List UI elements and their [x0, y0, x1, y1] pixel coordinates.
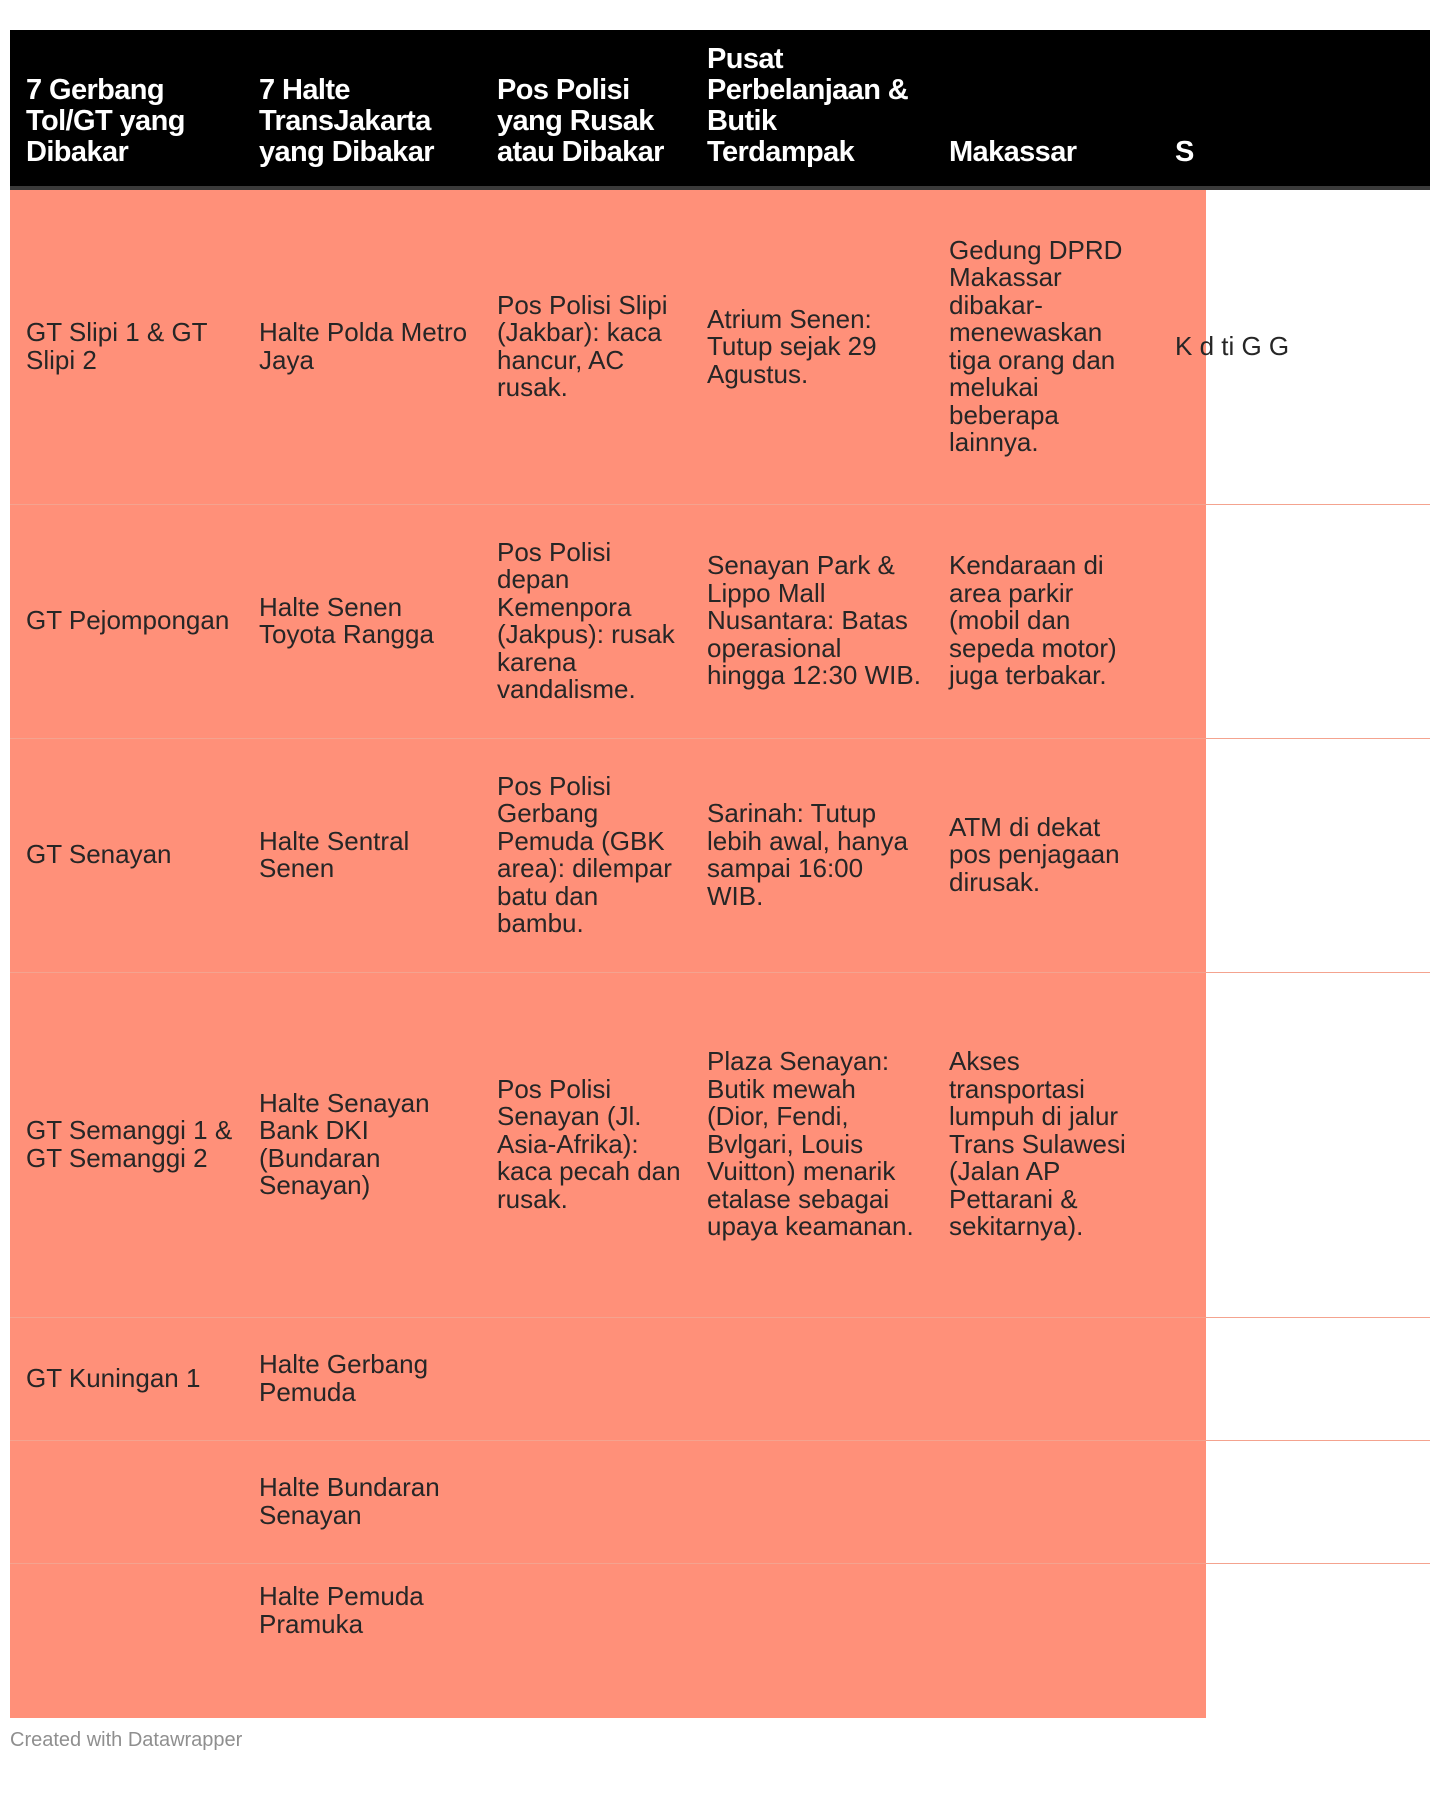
table-row [10, 1440, 1430, 1563]
table-cell: Atrium Senen: Tutup sejak 29 Agustus. [691, 188, 933, 504]
header-row [10, 30, 1430, 188]
table-cell: GT Pejompongan [10, 504, 243, 738]
table-body [10, 188, 1430, 1658]
table-cell: GT Slipi 1 & GT Slipi 2 [10, 188, 243, 504]
table-cell: Pos Polisi Gerbang Pemuda (GBK area): dilempar batu dan bambu. [481, 738, 691, 972]
table-row [10, 1563, 1430, 1658]
table-row [10, 972, 1430, 1317]
table-cell [1159, 738, 1430, 972]
table-cell: Gedung DPRD Makassar dibakar- menewaskan tiga orang dan melukai beberapa lainnya. [933, 188, 1159, 504]
header-transjakarta-stops[interactable]: 7 Halte TransJakarta yang Dibakar [243, 30, 481, 188]
table-cell [1159, 1563, 1430, 1658]
table-cell [691, 1563, 933, 1658]
table-row [10, 504, 1430, 738]
header-toll-gates[interactable]: 7 Gerbang Tol/GT yang Dibakar [10, 30, 243, 188]
table-cell: GT Senayan [10, 738, 243, 972]
data-table [10, 30, 1430, 1658]
table-cell: GT Semanggi 1 & GT Semanggi 2 [10, 972, 243, 1317]
table-cell: GT Kuningan 1 [10, 1317, 243, 1440]
table-cell: Halte Sentral Senen [243, 738, 481, 972]
table-cell: Halte Bundaran Senayan [243, 1440, 481, 1563]
table-cell [10, 1440, 243, 1563]
table-cell: Sarinah: Tutup lebih awal, hanya sampai 16:00 WIB. [691, 738, 933, 972]
table-row [10, 1317, 1430, 1440]
table-cell [1159, 504, 1430, 738]
table-cell [933, 1563, 1159, 1658]
table-header [10, 30, 1430, 188]
table-cell: Pos Polisi depan Kemenpora (Jakpus): rusak karena vandalisme. [481, 504, 691, 738]
table-cell [10, 1563, 243, 1658]
table-cell [933, 1440, 1159, 1563]
datawrapper-credit[interactable]: Created with Datawrapper [10, 1729, 243, 1751]
table-cell: Plaza Senayan: Butik mewah (Dior, Fendi, Bvlgari, Louis Vuitton) menarik etalase sebagai upaya keamanan. [691, 972, 933, 1317]
table-cell [1159, 1440, 1430, 1563]
table-cell [1159, 1317, 1430, 1440]
table-cell [481, 1317, 691, 1440]
table-cell: Halte Gerbang Pemuda [243, 1317, 481, 1440]
table-cell: K d ti G G [1159, 188, 1430, 504]
table-cell: Pos Polisi Slipi (Jakbar): kaca hancur, AC rusak. [481, 188, 691, 504]
table-cell [481, 1563, 691, 1658]
table-cell: Halte Polda Metro Jaya [243, 188, 481, 504]
table-cell [691, 1440, 933, 1563]
table-cell: Kendaraan di area parkir (mobil dan sepeda motor) juga terbakar. [933, 504, 1159, 738]
table-row [10, 738, 1430, 972]
table-row [10, 188, 1430, 504]
header-s[interactable]: S [1159, 30, 1430, 188]
header-police-posts[interactable]: Pos Polisi yang Rusak atau Dibakar [481, 30, 691, 188]
table-cell: Akses transportasi lumpuh di jalur Trans Sulawesi (Jalan AP Pettarani & sekitarnya). [933, 972, 1159, 1317]
table-cell: ATM di dekat pos penjagaan dirusak. [933, 738, 1159, 972]
table-cell [691, 1317, 933, 1440]
table-cell [1159, 972, 1430, 1317]
table-cell [933, 1317, 1159, 1440]
table-cell: Halte Pemuda Pramuka [243, 1563, 481, 1658]
table-cell [481, 1440, 691, 1563]
header-shopping-centers[interactable]: Pusat Perbelanjaan & Butik Terdampak [691, 30, 933, 188]
table-container [10, 30, 1290, 1718]
table-cell: Halte Senayan Bank DKI (Bundaran Senayan) [243, 972, 481, 1317]
table-cell: Halte Senen Toyota Rangga [243, 504, 481, 738]
table-cell: Pos Polisi Senayan (Jl. Asia-Afrika): kaca pecah dan rusak. [481, 972, 691, 1317]
table-cell: Senayan Park & Lippo Mall Nusantara: Batas operasional hingga 12:30 WIB. [691, 504, 933, 738]
header-makassar[interactable]: Makassar [933, 30, 1159, 188]
